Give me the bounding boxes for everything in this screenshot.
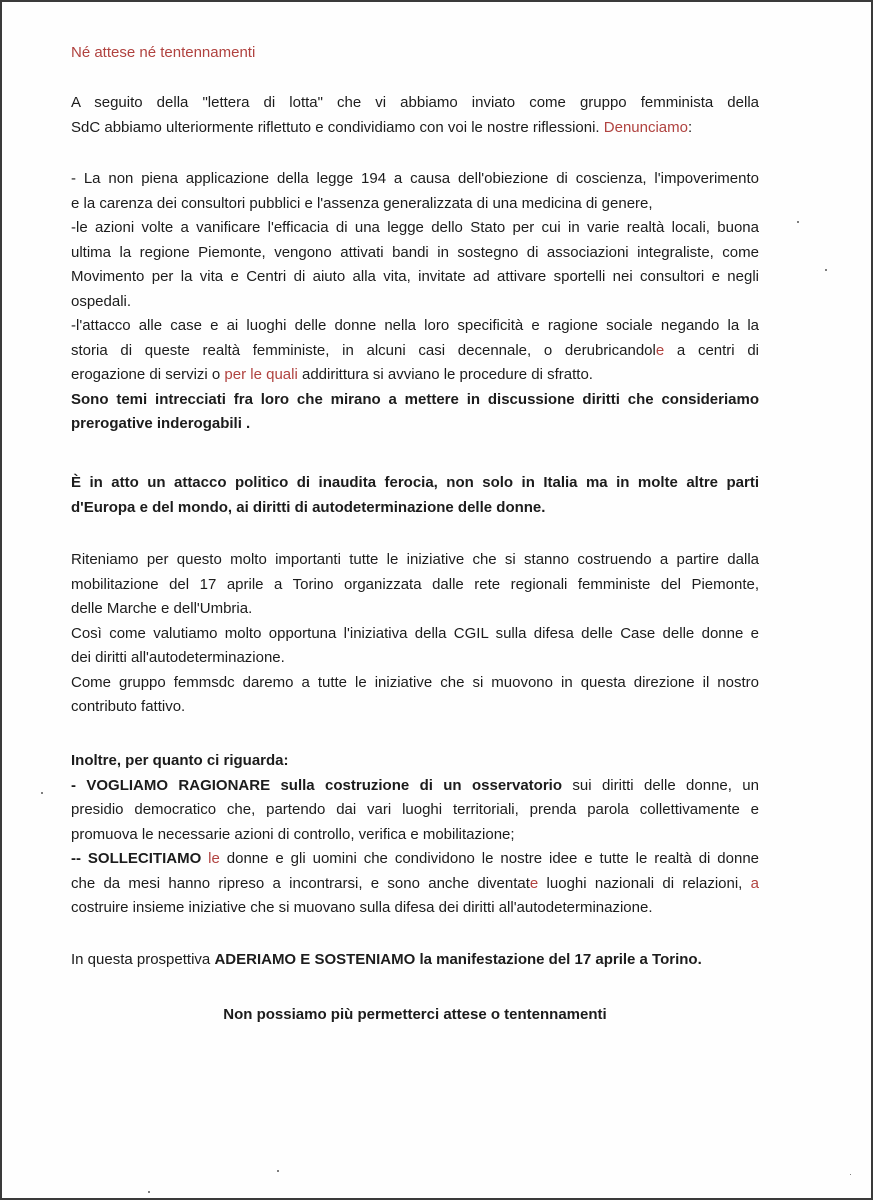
inoltre-heading: Inoltre, per quanto ci riguarda:	[71, 752, 289, 769]
iniziative-line-2: mobilitazione del 17 aprile a Torino organizzata dalle rete regionali femministe del Piemonte,	[71, 575, 759, 593]
text-segment: luoghi nazionali di relazioni,	[538, 874, 751, 892]
scan-speck	[41, 792, 43, 794]
correction-mark: le	[201, 850, 220, 867]
iniziative-paragraph	[71, 548, 759, 720]
iniziative-line-6: Come gruppo femmsdc daremo a tutte le iniziative che si muovono in questa direzione il nostro	[71, 673, 759, 691]
adesione-text: In questa prospettiva	[71, 951, 215, 968]
vogliamo-line-2: presidio democratico che, partendo dai vari luoghi territoriali, prenda parola collettivamente e	[71, 801, 759, 818]
intro-line-1: A seguito della "lettera di lotta" che vi abbiamo inviato come gruppo femminista della	[71, 94, 759, 111]
denunce-paragraph	[71, 167, 759, 437]
scan-speck	[277, 1170, 279, 1172]
sollecitiamo-line-2	[71, 872, 759, 897]
text-segment: storia di queste realtà femministe, in alcuni casi decennale, o derubricandol	[71, 341, 656, 359]
attacco-line-1: È in atto un attacco politico di inaudita ferocia, non solo in Italia ma in molte altre parti	[71, 474, 759, 491]
adesione-bold: ADERIAMO E SOSTENIAMO la manifestazione del 17 aprile a Torino.	[214, 951, 702, 968]
denuncia-2-line-2: ultima la regione Piemonte, vengono attivati bandi in sostegno di associazioni integraliste, come	[71, 243, 759, 261]
denuncia-3-line-1: -l'attacco alle case e ai luoghi delle donne nella loro specificità e ragione sociale negando la la	[71, 317, 759, 334]
denuncia-2-line-4: ospedali.	[71, 292, 132, 310]
text-segment: che da mesi hanno ripreso a incontrarsi, e sono anche diventat	[71, 874, 530, 892]
iniziative-line-5: dei diritti all'autodeterminazione.	[71, 649, 285, 666]
sollecitiamo-line-1	[71, 847, 759, 872]
correction-mark: a	[750, 874, 759, 892]
vogliamo-line-1	[71, 774, 759, 799]
scan-speck	[825, 269, 827, 271]
text-segment: addirittura si avviano le procedure di sfratto.	[297, 366, 593, 383]
scan-speck	[797, 221, 799, 223]
scan-speck	[850, 1174, 851, 1175]
denuncia-3-line-2	[71, 339, 759, 364]
iniziative-line-7: contributo fattivo.	[71, 698, 186, 715]
denuncia-3-line-3	[71, 363, 759, 388]
temi-line-1: Sono temi intrecciati fra loro che mirano a mettere in discussione diritti che consideriamo	[71, 390, 759, 408]
iniziative-line-3: delle Marche e dell'Umbria.	[71, 600, 253, 617]
document-title: Né attese né tentennamenti	[71, 44, 256, 61]
denunciamo-word: Denunciamo	[603, 118, 688, 136]
attacco-paragraph	[71, 471, 759, 520]
denuncia-2-line-3: Movimento per la vita e Centri di aiuto alla vita, invitate ad attivare sportelli nei consultori e negli	[71, 268, 759, 285]
denuncia-2-line-1: -le azioni volte a vanificare l'efficacia di una legge dello Stato per cui in varie realtà locali, buona	[71, 219, 759, 236]
sollecitiamo-line-3: costruire insieme iniziative che si muovano sulla difesa dei diritti all'autodeterminazione.	[71, 899, 653, 916]
text-segment: erogazione di servizi o	[71, 366, 225, 383]
vogliamo-line-3: promuova le necessarie azioni di controllo, verifica e mobilitazione;	[71, 825, 515, 843]
intro-paragraph	[71, 91, 759, 140]
intro-line-2	[71, 116, 759, 141]
text-segment: sui diritti delle donne, un	[562, 776, 759, 794]
sollecitiamo-bold: -- SOLLECITIAMO	[71, 850, 202, 867]
iniziative-line-4: Così come valutiamo molto opportuna l'iniziativa della CGIL sulla difesa delle Case delle donne e	[71, 624, 759, 642]
denuncia-1-line-2: e la carenza dei consultori pubblici e l'assenza generalizzata di una medicina di genere,	[71, 194, 653, 212]
colon: :	[687, 118, 693, 136]
iniziative-line-1: Riteniamo per questo molto importanti tutte le iniziative che si stanno costruendo a partire dalla	[71, 551, 759, 568]
adesione-paragraph	[71, 948, 759, 973]
denuncia-1-line-1: - La non piena applicazione della legge 194 a causa dell'obiezione di coscienza, l'impoverimento	[71, 170, 759, 187]
text-segment: donne e gli uomini che condividono le nostre idee e tutte le realtà di donne	[219, 850, 760, 867]
inoltre-paragraph	[71, 749, 759, 921]
attacco-line-2: d'Europa e del mondo, ai diritti di autodeterminazione delle donne.	[71, 498, 546, 516]
correction-mark: e	[529, 874, 539, 892]
scan-speck	[148, 1191, 150, 1193]
intro-text: SdC abbiamo ulteriormente riflettuto e condividiamo con voi le nostre riflessioni.	[71, 118, 604, 136]
correction-mark: per le quali	[224, 366, 298, 383]
text-segment: a centri di	[664, 341, 760, 359]
vogliamo-bold: - VOGLIAMO RAGIONARE sulla costruzione di un osservatorio	[71, 776, 563, 794]
closing-statement: Non possiamo più permetterci attese o tentennamenti	[223, 1006, 607, 1023]
temi-line-2: prerogative inderogabili .	[71, 415, 251, 432]
correction-mark: e	[655, 341, 665, 359]
